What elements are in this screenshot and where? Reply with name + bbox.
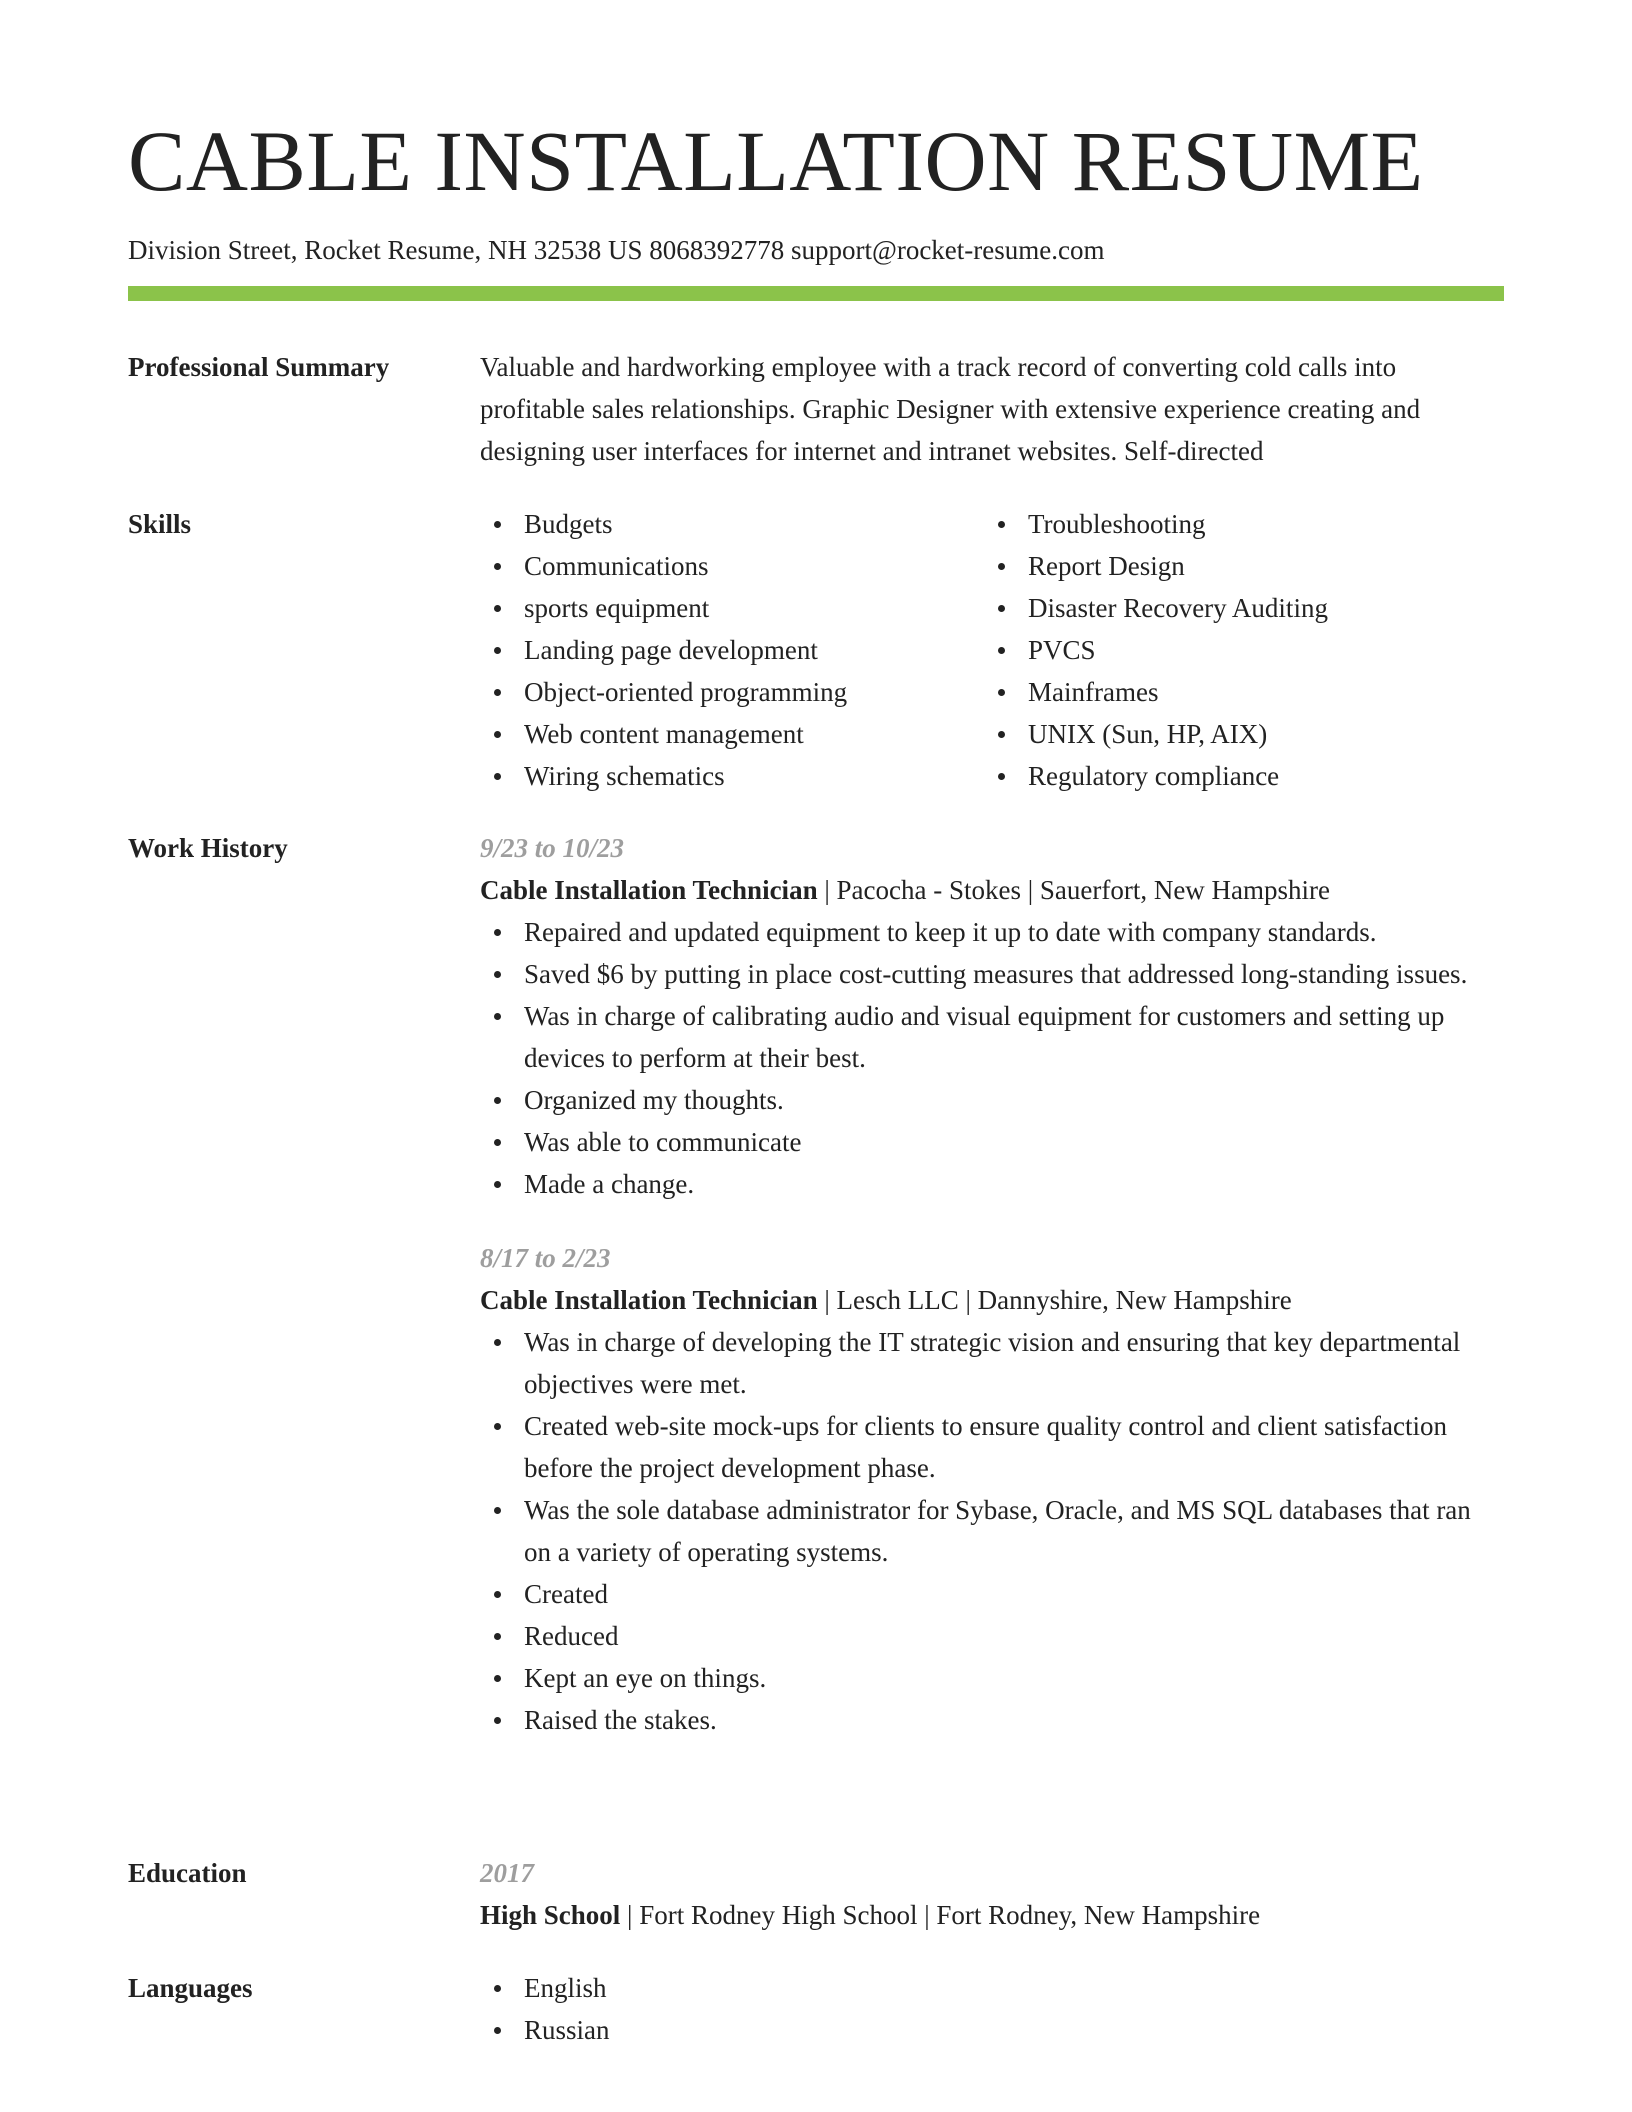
job-bullet: Was the sole database administrator for Sybase, Oracle, and MS SQL databases that ran on a variety of operating systems. (480, 1489, 1504, 1573)
education-heading (480, 1894, 1504, 1936)
job-bullet: Reduced (480, 1615, 1504, 1657)
job-heading (480, 1279, 1504, 1321)
skill-item: Budgets (480, 503, 984, 545)
summary-body (480, 346, 1504, 472)
job-dates: 8/17 to 2/23 (480, 1243, 611, 1273)
job-bullet: Was in charge of calibrating audio and visual equipment for customers and setting up devices to perform at their best. (480, 995, 1504, 1079)
skill-item: Mainframes (984, 671, 1488, 713)
job-bullet: Raised the stakes. (480, 1699, 1504, 1741)
job-bullet: Was able to communicate (480, 1121, 1504, 1163)
skill-item: Wiring schematics (480, 755, 984, 797)
job-title: Cable Installation Technician (480, 875, 818, 905)
job-bullet: Organized my thoughts. (480, 1079, 1504, 1121)
skills-column-right (984, 503, 1488, 797)
job-bullet: Was in charge of developing the IT strategic vision and ensuring that key departmental objectives were met. (480, 1321, 1504, 1405)
summary-text: Valuable and hardworking employee with a track record of converting cold calls into profitable sales relationships. Graphic Designer with extensive experience creating and designing user interfaces for internet and intranet websites. Self-directed (480, 352, 1421, 466)
skills-label: Skills (128, 509, 192, 539)
job-details: | Pacocha - Stokes | Sauerfort, New Hampshire (817, 875, 1331, 905)
education-degree: High School (480, 1900, 621, 1930)
job-dates: 9/23 to 10/23 (480, 833, 625, 863)
job-title: Cable Installation Technician (480, 1285, 818, 1315)
skills-column-left (480, 503, 984, 797)
education-body (480, 1852, 1504, 1936)
skill-item: Landing page development (480, 629, 984, 671)
job-heading (480, 869, 1504, 911)
job-bullet: Saved $6 by putting in place cost-cutting measures that addressed long-standing issues. (480, 953, 1504, 995)
skill-item: Regulatory compliance (984, 755, 1488, 797)
education-details: | Fort Rodney High School | Fort Rodney, New Hampshire (620, 1900, 1261, 1930)
language-item: Russian (480, 2009, 1504, 2051)
education-label: Education (128, 1858, 247, 1888)
job-bullet: Created (480, 1573, 1504, 1615)
skill-item: Web content management (480, 713, 984, 755)
job-bullet: Repaired and updated equipment to keep it up to date with company standards. (480, 911, 1504, 953)
job-entry (480, 827, 1504, 1205)
languages-label: Languages (128, 1973, 253, 2003)
job-bullet: Kept an eye on things. (480, 1657, 1504, 1699)
contact-line: Division Street, Rocket Resume, NH 32538 US 8068392778 support@rocket-resume.com (128, 235, 1105, 265)
skill-item: Report Design (984, 545, 1488, 587)
skill-item: Troubleshooting (984, 503, 1488, 545)
skill-item: Object-oriented programming (480, 671, 984, 713)
resume-title: CABLE INSTALLATION RESUME (128, 113, 1424, 209)
job-details: | Lesch LLC | Dannyshire, New Hampshire (817, 1285, 1292, 1315)
accent-divider (128, 286, 1504, 301)
skill-item: Communications (480, 545, 984, 587)
work-history-body (480, 827, 1504, 1741)
education-year: 2017 (480, 1858, 534, 1888)
job-bullet: Created web-site mock-ups for clients to ensure quality control and client satisfaction before the project development phase. (480, 1405, 1504, 1489)
work-history-label: Work History (128, 833, 288, 863)
job-bullet: Made a change. (480, 1163, 1504, 1205)
language-item: English (480, 1967, 1504, 2009)
job-entry (480, 1237, 1504, 1741)
skill-item: UNIX (Sun, HP, AIX) (984, 713, 1488, 755)
skill-item: PVCS (984, 629, 1488, 671)
skill-item: sports equipment (480, 587, 984, 629)
languages-body (480, 1967, 1504, 2051)
skill-item: Disaster Recovery Auditing (984, 587, 1488, 629)
skills-body (480, 503, 1504, 797)
summary-label: Professional Summary (128, 352, 390, 382)
